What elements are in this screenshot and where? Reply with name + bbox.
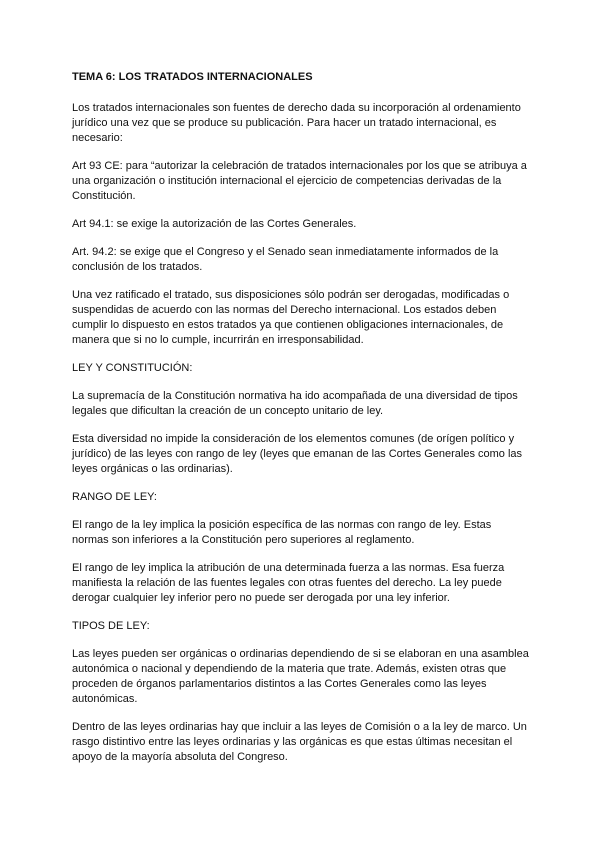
- paragraph-rango-fuerza: El rango de ley implica la atribución de una determinada fuerza a las normas. Esa fuerza manifiesta la relación de las fuentes legales con otras fuentes del derecho. La ley puede derogar cualquier ley inferior pero no puede ser derogada por una ley inferior.: [72, 562, 505, 604]
- paragraph-intro: Los tratados internacionales son fuentes de derecho dada su incorporación al ordenamiento jurídico una vez que se produce su publicación. Para hacer un tratado internacional, es necesario:: [72, 102, 521, 144]
- paragraph-tipos: Las leyes pueden ser orgánicas o ordinarias dependiendo de si se elaboran en una asamblea autonómica o nacional y dependiendo de la materia que trate. Además, existen otras que proceden de órganos parlamentarios distintos a las Cortes Generales como las leyes autonómicas.: [72, 648, 529, 705]
- paragraph-ordinarias: Dentro de las leyes ordinarias hay que incluir a las leyes de Comisión o a la ley de marco. Un rasgo distintivo entre las leyes ordinarias y las orgánicas es que estas últimas necesitan el apoyo de la mayoría absoluta del Congreso.: [72, 721, 527, 763]
- paragraph-art-93: Art 93 CE: para “autorizar la celebración de tratados internacionales por los que se atribuya a una organización o institución internacional el ejercicio de competencias derivadas de la Constitución.: [72, 160, 527, 202]
- section-heading-tipos-ley: TIPOS DE LEY:: [72, 620, 150, 632]
- paragraph-ratification: Una vez ratificado el tratado, sus disposiciones sólo podrán ser derogadas, modificadas o suspendidas de acuerdo con las normas del Derecho internacional. Los estados deben cumplir lo dispuesto en estos tratados ya que contienen obligaciones internacionales, de manera que si no lo cumple, incurrirán en irresponsabilidad.: [72, 289, 510, 346]
- paragraph-diversidad: Esta diversidad no impide la consideración de los elementos comunes (de orígen político y jurídico) de las leyes con rango de ley (leyes que emanan de las Cortes Generales como las leyes orgánicas o las ordinarias).: [72, 433, 523, 475]
- paragraph-art-94-1: Art 94.1: se exige la autorización de las Cortes Generales.: [72, 218, 357, 230]
- document-page: [72, 70, 530, 778]
- section-heading-ley-constitucion: LEY Y CONSTITUCIÓN:: [72, 362, 193, 374]
- section-heading-rango-ley: RANGO DE LEY:: [72, 491, 157, 503]
- document-title: TEMA 6: LOS TRATADOS INTERNACIONALES: [72, 71, 313, 83]
- paragraph-supremacia: La supremacía de la Constitución normativa ha ido acompañada de una diversidad de tipos legales que dificultan la creación de un concepto unitario de ley.: [72, 390, 518, 417]
- paragraph-rango-posicion: El rango de la ley implica la posición específica de las normas con rango de ley. Estas normas son inferiores a la Constitución pero superiores al reglamento.: [72, 519, 492, 546]
- paragraph-art-94-2: Art. 94.2: se exige que el Congreso y el Senado sean inmediatamente informados de la conclusión de los tratados.: [72, 246, 499, 273]
